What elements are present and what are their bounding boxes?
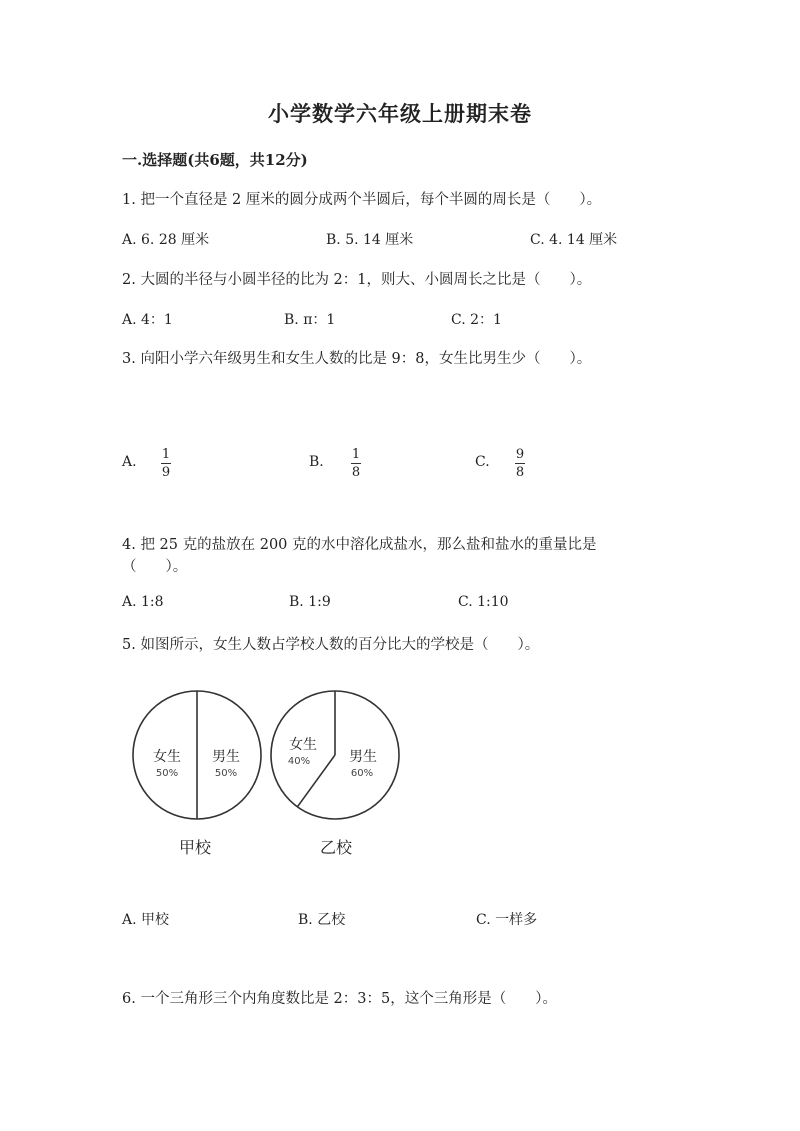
question-2-option-c[interactable]: C. 2：1 — [451, 312, 502, 328]
denominator: 8 — [351, 465, 361, 480]
numerator: 1 — [161, 447, 171, 462]
question-1-option-c[interactable]: C. 4. 14 厘米 — [530, 232, 618, 248]
pie-school-b — [271, 691, 399, 857]
question-2-option-b[interactable]: B. π：1 — [284, 312, 336, 328]
fraction-b — [351, 447, 361, 480]
pie-a-girls-label: 女生 — [153, 749, 181, 765]
pie-b-girls-pct: 40% — [287, 756, 311, 767]
pie-a-girls-pct: 50% — [155, 768, 179, 779]
question-3-option-b[interactable] — [309, 454, 324, 470]
numerator: 9 — [515, 447, 525, 462]
numerator: 1 — [351, 447, 361, 462]
section-heading: 一.选择题(共6题，共12分) — [122, 151, 308, 169]
question-4-option-b[interactable]: B. 1:9 — [289, 594, 331, 610]
option-letter: A. — [122, 454, 137, 470]
question-1-option-a[interactable]: A. 6. 28 厘米 — [122, 232, 210, 248]
option-letter: B. — [309, 454, 324, 470]
pie-b-caption: 乙校 — [319, 838, 353, 857]
question-5-option-b[interactable]: B. 乙校 — [298, 912, 346, 928]
question-4-option-c[interactable]: C. 1:10 — [458, 594, 509, 610]
question-1-text: 1. 把一个直径是 2 厘米的圆分成两个半圆后，每个半圆的周长是（ ）。 — [122, 192, 602, 208]
question-3-option-a[interactable] — [122, 454, 137, 470]
denominator: 9 — [161, 465, 171, 480]
denominator: 8 — [515, 465, 525, 480]
pie-figure — [120, 680, 420, 870]
question-3-text: 3. 向阳小学六年级男生和女生人数的比是 9：8，女生比男生少（ ）。 — [122, 351, 592, 367]
pie-b-girls-label: 女生 — [289, 737, 317, 753]
question-4-option-a[interactable]: A. 1:8 — [122, 594, 164, 610]
pie-b-boys-label: 男生 — [349, 749, 377, 765]
pie-b-boys-pct: 60% — [350, 768, 374, 779]
question-5-text: 5. 如图所示，女生人数占学校人数的百分比大的学校是（ ）。 — [122, 637, 540, 653]
question-2-option-a[interactable]: A. 4：1 — [122, 312, 173, 328]
question-3-option-c[interactable] — [475, 454, 490, 470]
question-6-text: 6. 一个三角形三个内角度数比是 2：3：5，这个三角形是（ ）。 — [122, 991, 557, 1007]
fraction-c — [515, 447, 525, 480]
option-letter: C. — [475, 454, 490, 470]
pie-a-boys-label: 男生 — [212, 749, 240, 765]
pie-school-a — [133, 691, 261, 857]
page-title: 小学数学六年级上册期末卷 — [268, 101, 532, 126]
pie-a-caption: 甲校 — [178, 838, 212, 857]
question-4-text-line2: （ ）。 — [122, 559, 188, 575]
fraction-a — [161, 447, 171, 480]
question-5-option-a[interactable]: A. 甲校 — [122, 912, 170, 928]
question-5-option-c[interactable]: C. 一样多 — [476, 912, 538, 928]
question-1-option-b[interactable]: B. 5. 14 厘米 — [326, 232, 414, 248]
pie-a-boys-pct: 50% — [214, 768, 238, 779]
question-4-text-line1: 4. 把 25 克的盐放在 200 克的水中溶化成盐水，那么盐和盐水的重量比是 — [122, 537, 597, 553]
question-2-text: 2. 大圆的半径与小圆半径的比为 2：1，则大、小圆周长之比是（ ）。 — [122, 272, 592, 288]
